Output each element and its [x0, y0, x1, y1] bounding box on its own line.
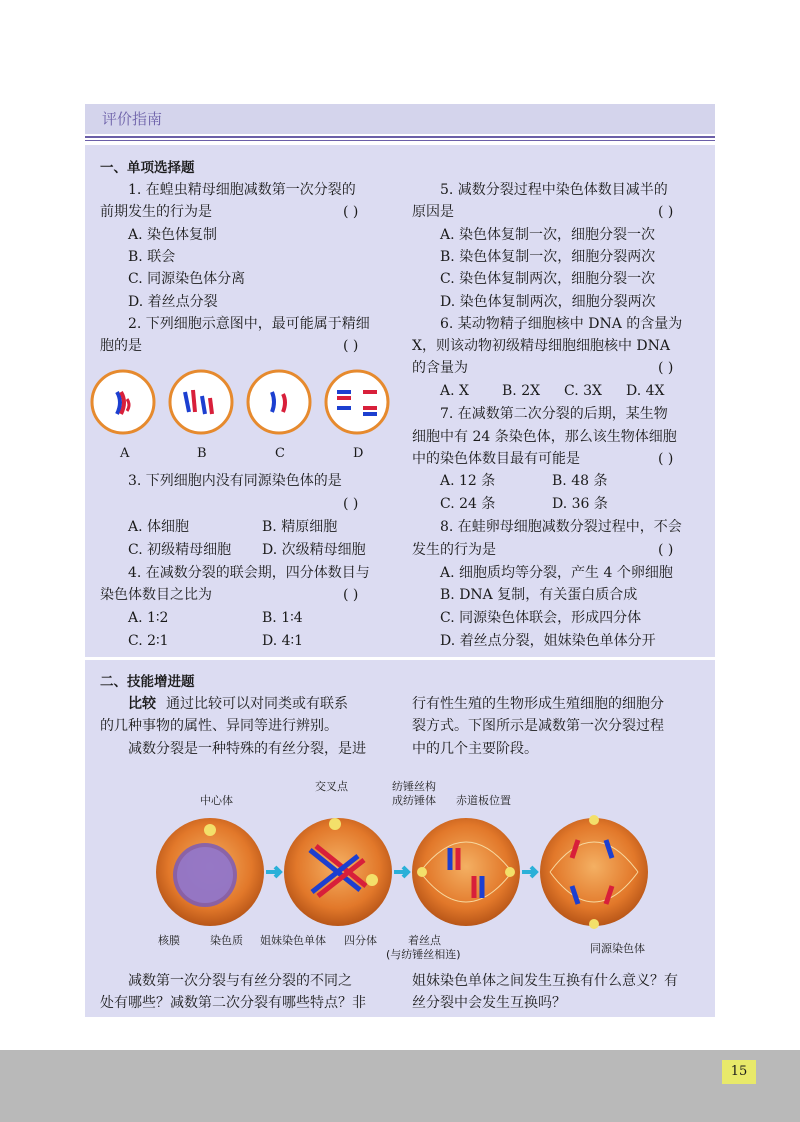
q7-line2: 细胞中有 24 条染色体，那么该生物体细胞: [412, 429, 677, 445]
label-chiasma: 交叉点: [315, 780, 348, 793]
q8-line1: 8. 在蛙卵母细胞减数分裂过程中，不会: [440, 519, 682, 535]
section1-heading: 一、单项选择题: [100, 160, 195, 176]
meiosis-figure: [150, 800, 680, 945]
question-left-1: 减数第一次分裂与有丝分裂的不同之: [128, 973, 352, 989]
q8-line2: 发生的行为是: [412, 542, 496, 558]
q1-option-c: C. 同源染色体分离: [128, 271, 246, 287]
q3-line1: 3. 下列细胞内没有同源染色体的是: [128, 473, 342, 489]
label-tetrad: 四分体: [344, 934, 377, 947]
right-line1: 行有性生殖的生物形成生殖细胞的细胞分: [412, 696, 664, 712]
q7-bracket: ( ): [658, 451, 674, 467]
header-rule-thin: [85, 140, 715, 141]
q8-option-c: C. 同源染色体联会，形成四分体: [440, 610, 642, 626]
cell-b: [170, 371, 232, 433]
q1-line2: 前期发生的行为是: [100, 204, 212, 220]
intro-line1: 通过比较可以对同类或有联系: [166, 696, 348, 712]
label-spindle-1: 纺锤丝构: [392, 780, 436, 793]
q6-option-a: A. X: [440, 383, 469, 399]
intro-line2: 的几种事物的属性、异同等进行辨别。: [100, 718, 338, 734]
q6-option-b: B. 2X: [502, 383, 541, 399]
q8-option-a: A. 细胞质均等分裂，产生 4 个卵细胞: [440, 565, 673, 581]
q3-option-b: B. 精原细胞: [262, 519, 338, 535]
q4-option-c: C. 2∶1: [128, 633, 169, 649]
label-centromere-note: (与纺锤丝相连): [386, 948, 461, 961]
arrow-2: [394, 867, 408, 877]
q8-bracket: ( ): [658, 542, 674, 558]
q3-option-d: D. 次级精母细胞: [262, 542, 366, 558]
q7-option-b: B. 48 条: [552, 473, 608, 489]
q5-option-c: C. 染色体复制两次，细胞分裂一次: [440, 271, 656, 287]
q6-option-d: D. 4X: [626, 383, 665, 399]
header-band: [85, 104, 715, 134]
intro-bold: 比较: [128, 696, 156, 712]
label-centrosome: 中心体: [200, 794, 233, 807]
stage-metaphase: [412, 818, 520, 926]
q5-line2: 原因是: [412, 204, 454, 220]
right-line3: 中的几个主要阶段。: [412, 741, 538, 757]
label-spindle-2: 成纺锤体: [392, 794, 436, 807]
cell-c: [248, 371, 310, 433]
q2-line2: 胞的是: [100, 338, 142, 354]
footer-bar: [0, 1050, 800, 1122]
cell-label-c: C: [275, 446, 285, 461]
q5-option-d: D. 染色体复制两次，细胞分裂两次: [440, 294, 656, 310]
q5-option-a: A. 染色体复制一次，细胞分裂一次: [440, 227, 656, 243]
q1-option-d: D. 着丝点分裂: [128, 294, 218, 310]
page-number: 15: [722, 1060, 756, 1084]
cell-label-b: B: [197, 446, 207, 461]
label-centromere: 着丝点: [408, 934, 441, 947]
question-right-1: 姐妹染色单体之间发生互换有什么意义？有: [412, 973, 678, 989]
label-equator: 赤道板位置: [456, 794, 511, 807]
q4-option-b: B. 1∶4: [262, 610, 303, 626]
q2-bracket: ( ): [343, 338, 359, 354]
q4-option-d: D. 4∶1: [262, 633, 304, 649]
stage-anaphase: [540, 815, 648, 929]
cell-diagrams: [85, 364, 395, 444]
label-nuclear-membrane: 核膜: [158, 934, 180, 947]
stage-prophase-late: [284, 818, 392, 926]
q6-bracket: ( ): [658, 360, 674, 376]
cell-label-d: D: [353, 446, 364, 461]
q7-line3: 中的染色体数目最有可能是: [412, 451, 580, 467]
q2-line1: 2. 下列细胞示意图中，最可能属于精细: [128, 316, 370, 332]
header-rule: [85, 136, 715, 138]
cell-label-a: A: [120, 446, 130, 461]
q3-bracket: ( ): [343, 496, 359, 512]
q4-bracket: ( ): [343, 587, 359, 603]
intro-line3: 减数分裂是一种特殊的有丝分裂，是进: [128, 741, 366, 757]
arrow-1: [266, 867, 280, 877]
q4-line1: 4. 在减数分裂的联会期，四分体数目与: [128, 565, 370, 581]
q1-option-b: B. 联会: [128, 249, 176, 265]
question-right-2: 丝分裂中会发生互换吗？: [412, 995, 566, 1011]
header-title: 评价指南: [102, 110, 163, 128]
cell-d: [326, 371, 388, 433]
cell-a: [92, 371, 154, 433]
question-left-2: 处有哪些？减数第二次分裂有哪些特点？非: [100, 995, 366, 1011]
section2-heading: 二、技能增进题: [100, 674, 195, 690]
q1-bracket: ( ): [343, 204, 359, 220]
q5-option-b: B. 染色体复制一次，细胞分裂两次: [440, 249, 656, 265]
q5-line1: 5. 减数分裂过程中染色体数目减半的: [440, 182, 668, 198]
q7-option-d: D. 36 条: [552, 496, 608, 512]
q6-line1: 6. 某动物精子细胞核中 DNA 的含量为: [440, 316, 683, 332]
q7-option-a: A. 12 条: [440, 473, 496, 489]
q3-option-c: C. 初级精母细胞: [128, 542, 232, 558]
label-sister-chromatid: 姐妹染色单体: [260, 934, 326, 947]
label-chromatin: 染色质: [210, 934, 243, 947]
stage-prophase-early: [156, 818, 264, 926]
q8-option-d: D. 着丝点分裂，姐妹染色单体分开: [440, 633, 656, 649]
q6-line2: X，则该动物初级精母细胞细胞核中 DNA: [412, 338, 671, 354]
q1-line1: 1. 在蝗虫精母细胞减数第一次分裂的: [128, 182, 356, 198]
q7-line1: 7. 在减数第二次分裂的后期，某生物: [440, 406, 668, 422]
label-homologous: 同源染色体: [590, 942, 645, 955]
right-line2: 裂方式。下图所示是减数第一次分裂过程: [412, 718, 664, 734]
q6-option-c: C. 3X: [564, 383, 602, 399]
q6-line3: 的含量为: [412, 360, 468, 376]
q4-option-a: A. 1∶2: [128, 610, 169, 626]
q4-line2: 染色体数目之比为: [100, 587, 212, 603]
q8-option-b: B. DNA 复制，有关蛋白质合成: [440, 587, 638, 603]
q3-option-a: A. 体细胞: [128, 519, 190, 535]
arrow-3: [522, 867, 536, 877]
q1-option-a: A. 染色体复制: [128, 227, 218, 243]
q7-option-c: C. 24 条: [440, 496, 496, 512]
q5-bracket: ( ): [658, 204, 674, 220]
